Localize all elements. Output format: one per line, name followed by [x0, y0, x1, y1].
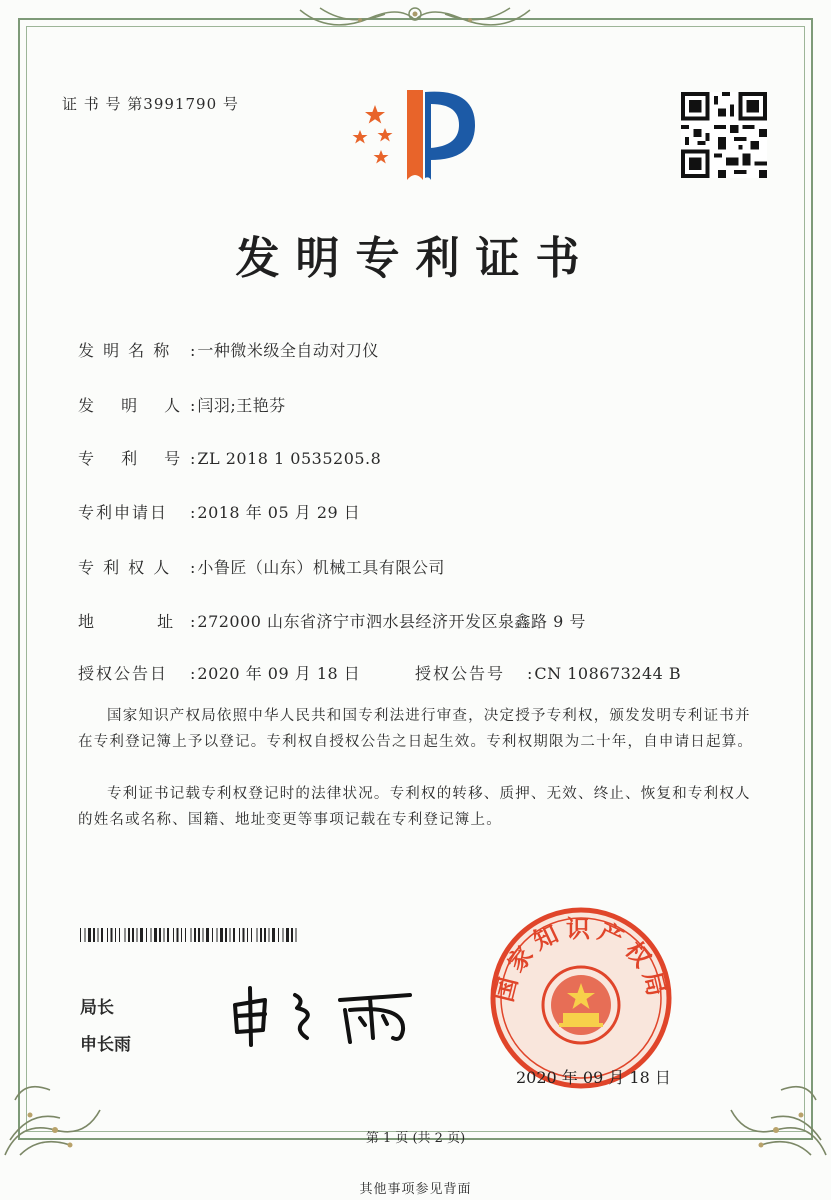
statement-paragraph: 专利证书记载专利权登记时的法律状况。专利权的转移、质押、无效、终止、恢复和专利权人的姓名或名称、国籍、地址变更等事项记载在专利登记簿上。: [78, 786, 751, 828]
page-number: 第 1 页 (共 2 页): [365, 1131, 466, 1146]
field-value: CN 108673244 B: [534, 664, 682, 683]
field-patent-number: 专 利 号 : ZL 2018 1 0535205.8: [78, 446, 381, 469]
field-label: 专 利 号: [78, 449, 183, 468]
director-name: 申长雨: [80, 1035, 131, 1055]
top-ornament-icon: [290, 0, 540, 40]
field-label: 专利申请日: [78, 503, 169, 522]
field-label: 发 明 人: [78, 396, 183, 415]
field-label: 地 址: [78, 612, 176, 631]
field-value: 272000 山东省济宁市泗水县经济开发区泉鑫路 9 号: [197, 612, 586, 631]
certificate-number: 证 书 号 第3991790 号: [62, 95, 239, 113]
field-label: 授权公告号: [415, 664, 506, 683]
inner-border: [26, 26, 805, 1132]
field-label: 发 明 名 称: [78, 341, 172, 360]
field-address: 地 址 : 272000 山东省济宁市泗水县经济开发区泉鑫路 9 号: [78, 609, 586, 632]
seal-text: 国家知识产权局: [490, 915, 672, 1005]
handwritten-signature-icon: [225, 980, 425, 1050]
seal-date: 2020 年 09 月 18 日: [516, 1068, 671, 1087]
barcode-icon: [80, 928, 300, 942]
patent-office-emblem-icon: [345, 80, 485, 190]
field-patentee: 专 利 权 人 : 小鲁匠（山东）机械工具有限公司: [78, 555, 445, 578]
field-inventor: 发 明 人 : 闫羽;王艳芬: [78, 393, 286, 416]
field-invention-name: 发 明 名 称 : 一种微米级全自动对刀仪: [78, 338, 379, 361]
field-grant-date: 授权公告日 : 2020 年 09 月 18 日: [78, 661, 360, 684]
official-seal-icon: [488, 905, 674, 1091]
qr-code-icon: [681, 92, 767, 178]
field-label: 专 利 权 人: [78, 558, 172, 577]
field-value: 2020 年 09 月 18 日: [197, 664, 361, 683]
footer-note: 其他事项参见背面: [359, 1182, 472, 1197]
statement-paragraph: 国家知识产权局依照中华人民共和国专利法进行审查，决定授予专利权，颁发发明专利证书并在专利登记簿上予以登记。专利权自授权公告之日起生效。专利权期限为二十年，自申请日起算。: [78, 708, 754, 750]
field-value: 小鲁匠（山东）机械工具有限公司: [197, 558, 445, 577]
director-title: 局长: [80, 998, 114, 1018]
field-value: 一种微米级全自动对刀仪: [197, 341, 379, 360]
field-value: 2018 年 05 月 29 日: [197, 503, 361, 522]
field-application-date: 专利申请日 : 2018 年 05 月 29 日: [78, 500, 360, 523]
certificate-title: 发明专利证书: [235, 233, 596, 284]
field-label: 授权公告日: [78, 664, 169, 683]
field-grant-number: 授权公告号 : CN 108673244 B: [415, 661, 681, 684]
field-value: 闫羽;王艳芬: [197, 396, 286, 415]
field-value: ZL 2018 1 0535205.8: [197, 449, 382, 468]
